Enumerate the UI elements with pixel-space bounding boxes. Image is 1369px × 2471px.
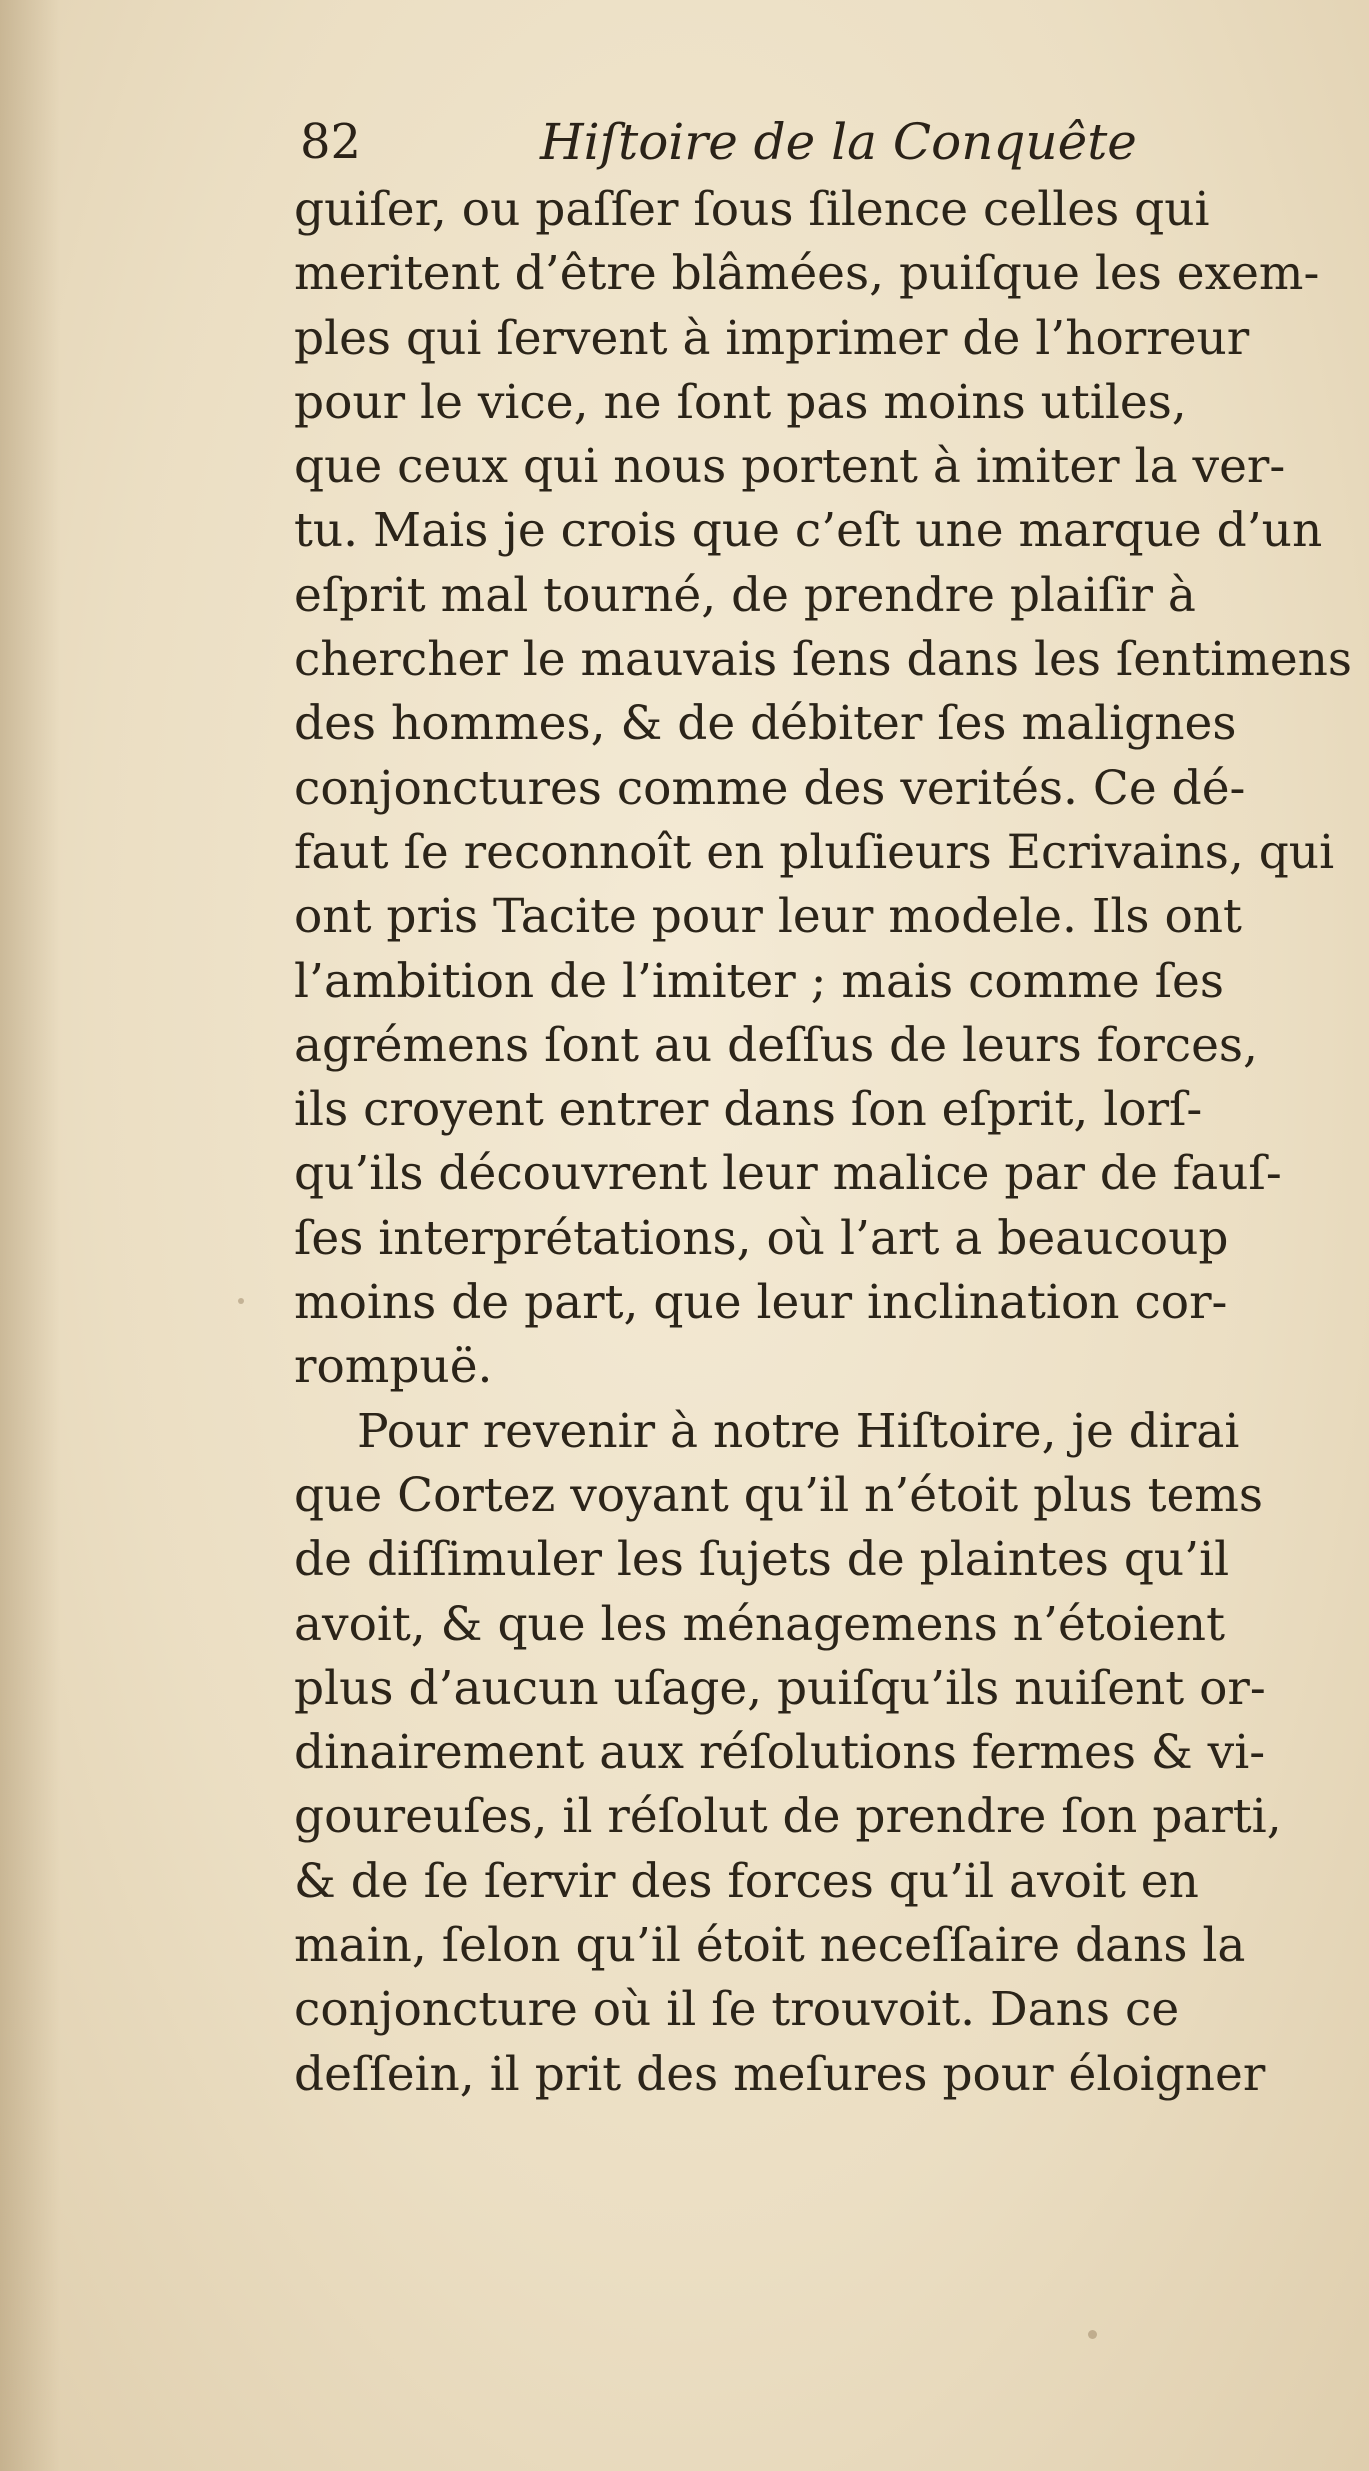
text-line: tu. Mais je crois que c’eſt une marque d’un (294, 503, 1323, 559)
text-line: faut ſe reconnoît en pluſieurs Ecrivains, qui (294, 824, 1335, 880)
page-gutter-shadow (0, 0, 60, 2471)
text-line: meritent d’être blâmées, puiſque les exem- (294, 246, 1320, 302)
text-line: eſprit mal tourné, de prendre plaiſir à (294, 567, 1196, 623)
text-line: rompuë. (294, 1339, 493, 1395)
text-line: goureuſes, il réſolut de prendre ſon parti, (294, 1789, 1282, 1845)
text-line: pour le vice, ne ſont pas moins utiles, (294, 374, 1187, 430)
page-header (300, 112, 1300, 182)
text-line: & de ſe ſervir des forces qu’il avoit en (294, 1853, 1199, 1909)
text-line: avoit, & que les ménagemens n’étoient (294, 1596, 1225, 1652)
page-number: 82 (300, 114, 362, 170)
text-line: ples qui ſervent à imprimer de l’horreur (294, 310, 1250, 366)
text-line: ils croyent entrer dans ſon eſprit, lorſ- (294, 1082, 1203, 1138)
foxing-spot (238, 1298, 244, 1304)
text-line: des hommes, & de débiter ſes malignes (294, 696, 1237, 752)
text-line: main, ſelon qu’il étoit neceſſaire dans la (294, 1918, 1246, 1974)
text-line: guiſer, ou paſſer ſous ſilence celles qui (294, 182, 1210, 237)
text-line: chercher le mauvais ſens dans les ſentimens (294, 632, 1353, 688)
foxing-spot (1088, 2330, 1097, 2339)
text-line: dinairement aux réſolutions fermes & vi- (294, 1725, 1266, 1781)
text-line: conjoncture où il ſe trouvoit. Dans ce (294, 1982, 1180, 2038)
text-line: que Cortez voyant qu’il n’étoit plus tems (294, 1467, 1263, 1523)
text-line: moins de part, que leur inclination cor- (294, 1275, 1228, 1331)
text-line: plus d’aucun uſage, puiſqu’ils nuiſent or- (294, 1660, 1266, 1716)
text-line: l’ambition de l’imiter ; mais comme ſes (294, 953, 1224, 1009)
text-line: qu’ils découvrent leur malice par de fauſ- (294, 1146, 1282, 1202)
text-line: conjonctures comme des verités. Ce dé- (294, 760, 1246, 816)
running-title: Hiſtoire de la Conquête (540, 113, 1137, 171)
text-line: ſes interprétations, où l’art a beaucoup (294, 1210, 1229, 1266)
text-line: ont pris Tacite pour leur modele. Ils ont (294, 889, 1242, 945)
body-text (294, 178, 1369, 2107)
paragraph-start-line: Pour revenir à notre Hiſtoire, je dirai (357, 1403, 1240, 1459)
text-line: deſſein, il prit des meſures pour éloigner (294, 2046, 1266, 2102)
text-line: agrémens ſont au deſſus de leurs forces, (294, 1017, 1258, 1073)
text-line: que ceux qui nous portent à imiter la ver- (294, 439, 1286, 495)
text-line: de diſſimuler les ſujets de plaintes qu’il (294, 1532, 1230, 1588)
